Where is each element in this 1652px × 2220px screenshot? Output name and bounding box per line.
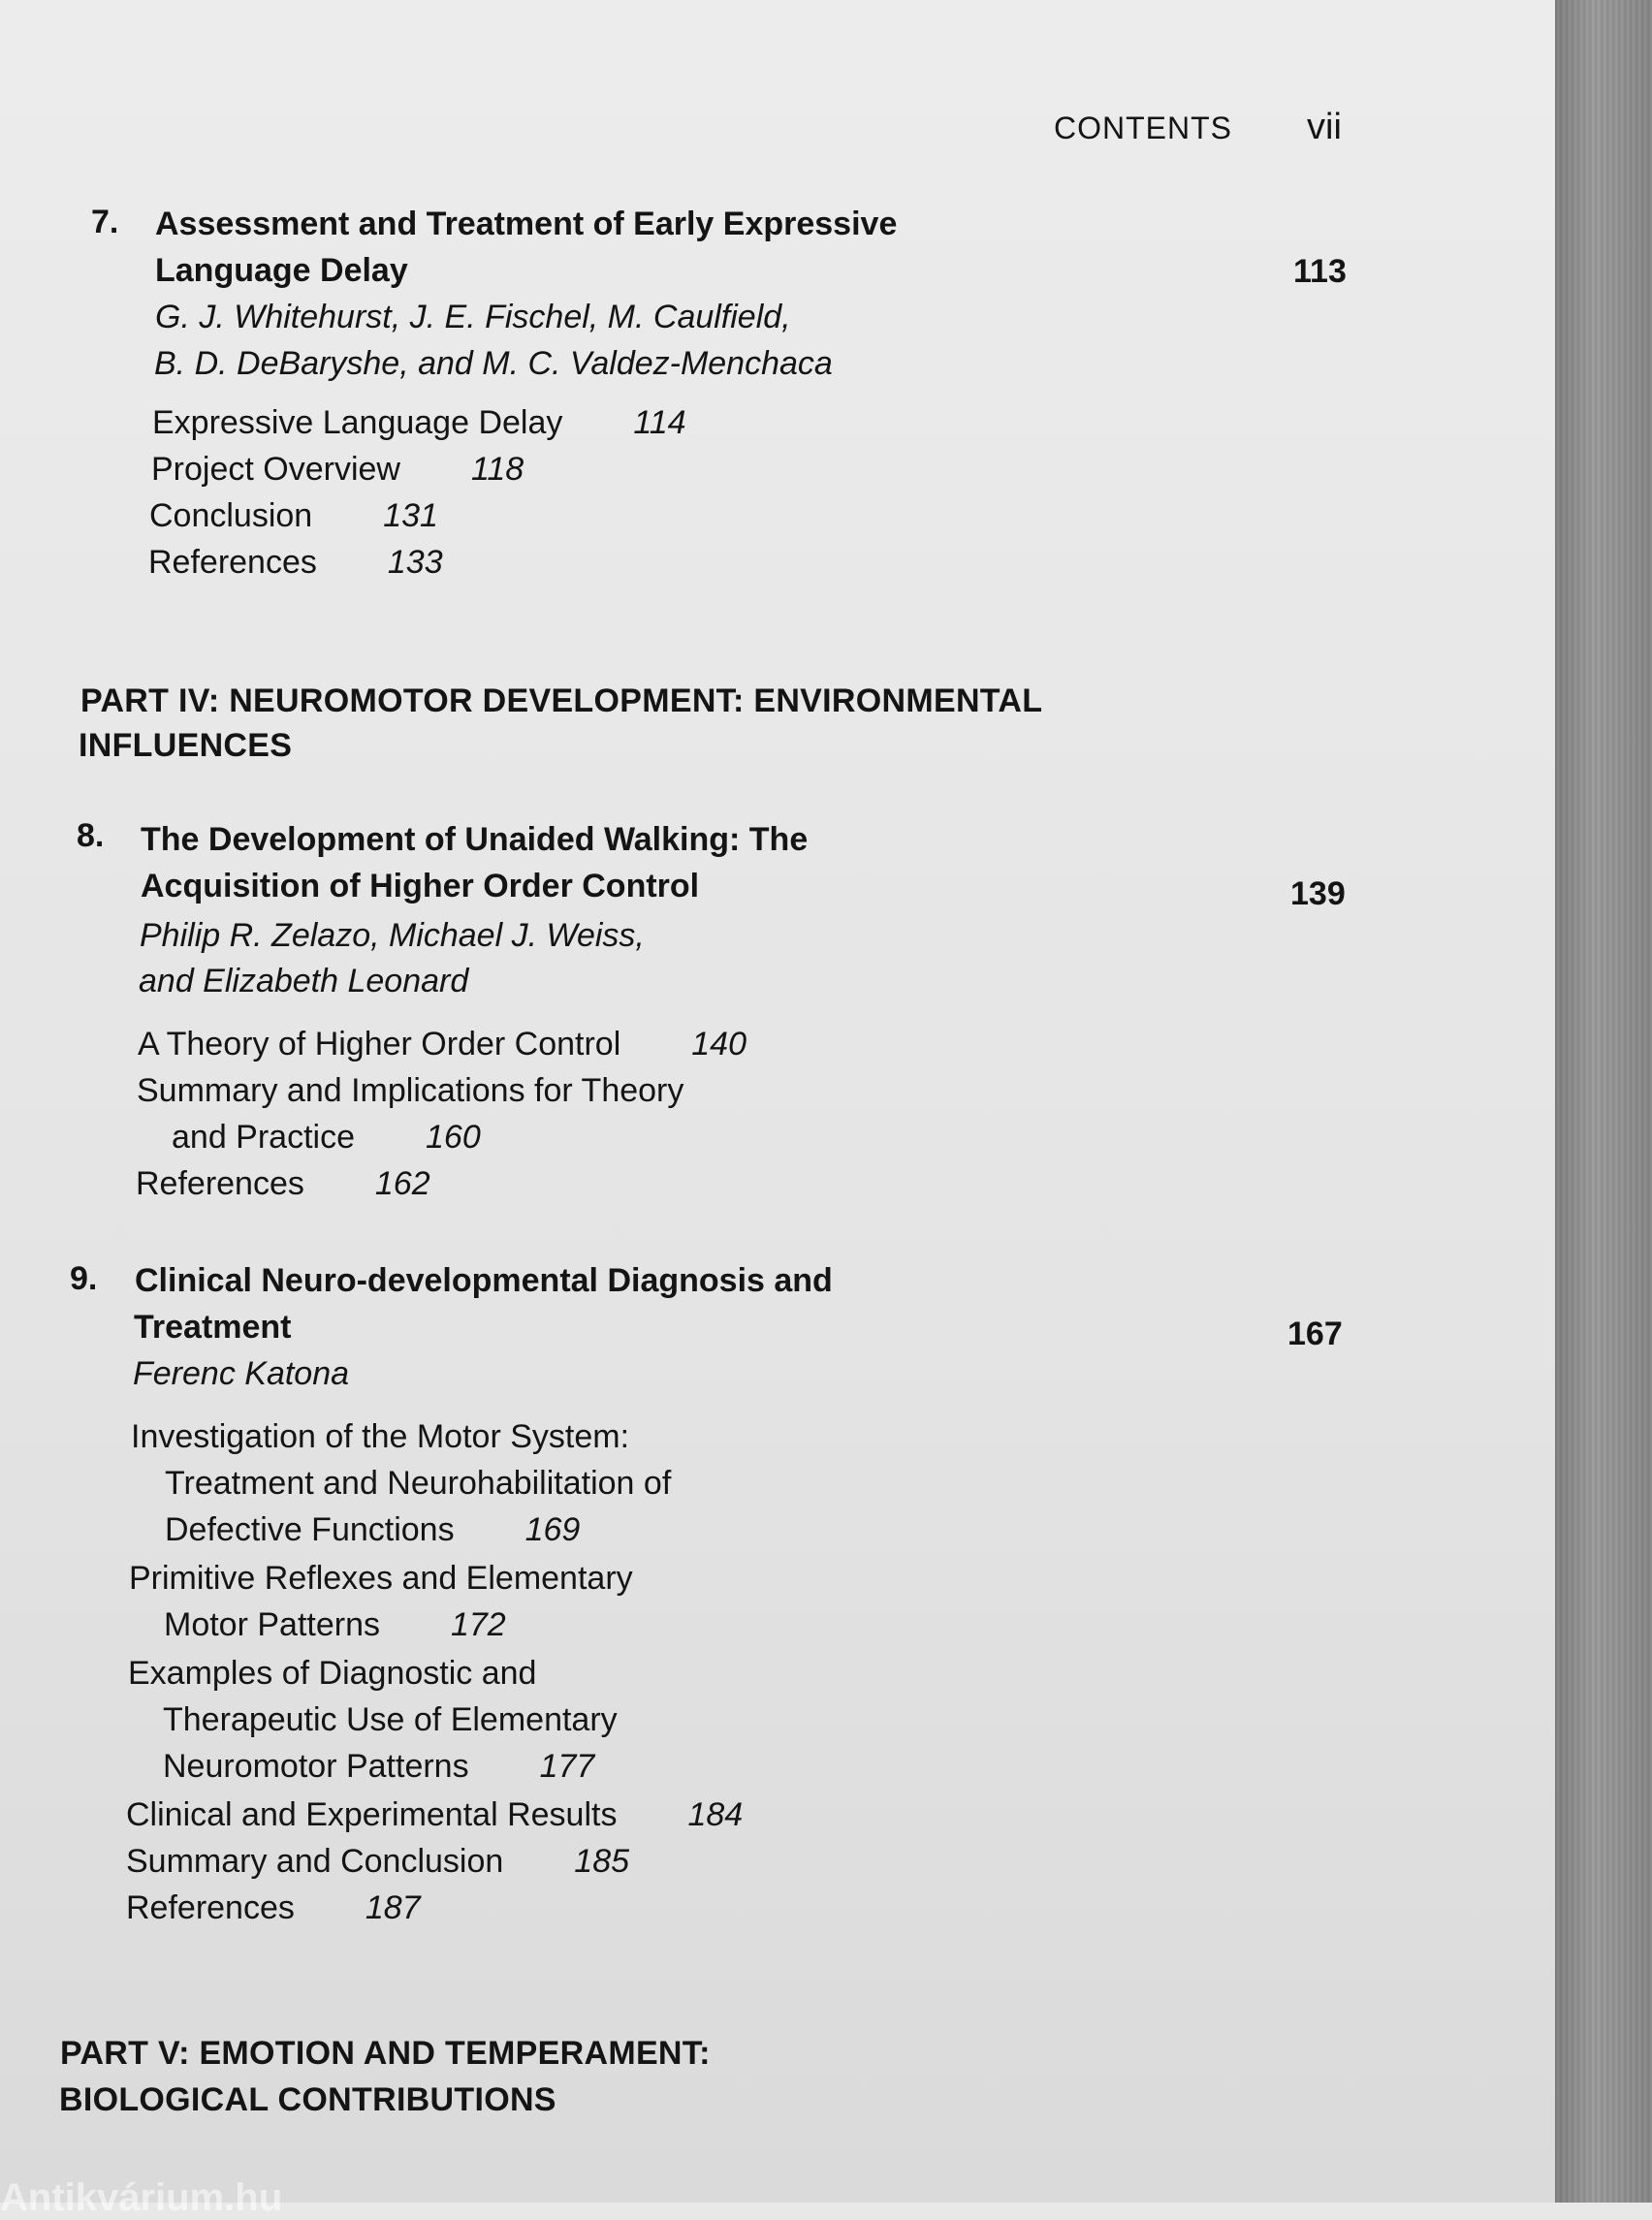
toc-entry <box>172 1114 481 1160</box>
toc-entry <box>151 446 524 492</box>
toc-entry <box>136 1160 430 1207</box>
entry-text: A Theory of Higher Order Control <box>138 1026 621 1062</box>
entry-text: Summary and Implications for Theory <box>137 1072 684 1109</box>
chapter-title-line: Clinical Neuro-developmental Diagnosis and <box>135 1262 833 1299</box>
entry-page: 133 <box>387 544 443 581</box>
entry-page: 118 <box>470 451 524 488</box>
entry-page: 140 <box>691 1026 747 1062</box>
toc-entry <box>152 399 686 446</box>
chapter-authors: Philip R. Zelazo, Michael J. Weiss, <box>140 917 645 954</box>
chapter-authors: and Elizabeth Leonard <box>139 963 469 999</box>
chapter-title-line: Assessment and Treatment of Early Expressive <box>155 206 898 242</box>
toc-entry <box>128 1650 536 1697</box>
entry-page: 131 <box>383 497 438 534</box>
chapter-authors: B. D. DeBaryshe, and M. C. Valdez-Menchaca <box>154 345 833 382</box>
entry-text: and Practice <box>172 1119 355 1156</box>
entry-page: 169 <box>524 1511 581 1548</box>
entry-page: 177 <box>539 1748 595 1785</box>
book-spine-edge <box>1555 0 1652 2203</box>
entry-text: Examples of Diagnostic and <box>128 1655 537 1692</box>
chapter-title-line: Acquisition of Higher Order Control <box>141 868 700 904</box>
chapter-authors: Ferenc Katona <box>133 1355 350 1392</box>
part-heading-line: INFLUENCES <box>79 727 293 764</box>
part-heading-line: PART V: EMOTION AND TEMPERAMENT: <box>60 2035 711 2072</box>
entry-page: 160 <box>426 1119 481 1156</box>
entry-text: Primitive Reflexes and Elementary <box>129 1560 633 1597</box>
chapter-number: 8. <box>77 817 105 854</box>
page-numeral: vii <box>1307 107 1342 147</box>
part-heading-line: PART IV: NEUROMOTOR DEVELOPMENT: ENVIRONMENTAL <box>80 682 1043 719</box>
toc-entry <box>163 1743 594 1790</box>
entry-page: 172 <box>450 1606 506 1643</box>
running-head-label: CONTENTS <box>1054 111 1232 145</box>
toc-entry <box>137 1067 683 1114</box>
entry-text: Conclusion <box>149 497 313 534</box>
chapter-number: 7. <box>91 204 119 240</box>
entry-text: Investigation of the Motor System: <box>131 1418 630 1455</box>
entry-text: Expressive Language Delay <box>152 404 563 441</box>
toc-entry <box>148 539 443 586</box>
chapter-page: 139 <box>1290 875 1346 912</box>
toc-entry <box>149 492 438 539</box>
toc-entry <box>126 1885 421 1931</box>
entry-page: 184 <box>687 1796 744 1833</box>
watermark: Antikvárium.hu <box>0 2176 283 2219</box>
entry-page: 114 <box>633 404 686 441</box>
entry-text: References <box>126 1889 295 1926</box>
toc-entry <box>165 1460 671 1506</box>
chapter-authors: G. J. Whitehurst, J. E. Fischel, M. Caulfield, <box>155 299 791 335</box>
entry-text: Summary and Conclusion <box>126 1843 504 1880</box>
part-heading-line: BIOLOGICAL CONTRIBUTIONS <box>59 2081 556 2118</box>
toc-entry <box>131 1413 629 1460</box>
entry-page: 185 <box>574 1843 630 1880</box>
toc-entry <box>165 1506 580 1553</box>
chapter-title-line: Treatment <box>134 1309 292 1346</box>
toc-entry <box>138 1021 747 1067</box>
entry-page: 162 <box>374 1165 430 1202</box>
chapter-page: 113 <box>1293 253 1347 290</box>
toc-entry <box>163 1697 618 1743</box>
chapter-title-line: Language Delay <box>155 252 408 289</box>
entry-text: Treatment and Neurohabilitation of <box>165 1465 672 1502</box>
entry-text: Motor Patterns <box>164 1606 380 1643</box>
entry-page: 187 <box>365 1889 421 1926</box>
entry-text: References <box>136 1165 304 1202</box>
entry-text: References <box>148 544 317 581</box>
chapter-number: 9. <box>70 1260 98 1297</box>
toc-entry <box>164 1602 506 1648</box>
chapter-title-line: The Development of Unaided Walking: The <box>141 821 809 858</box>
chapter-page: 167 <box>1287 1316 1343 1352</box>
entry-text: Project Overview <box>151 451 400 488</box>
toc-entry <box>126 1838 629 1885</box>
entry-text: Neuromotor Patterns <box>163 1748 469 1785</box>
entry-text: Therapeutic Use of Elementary <box>163 1701 618 1738</box>
toc-entry <box>126 1792 743 1838</box>
toc-entry <box>129 1555 633 1602</box>
entry-text: Defective Functions <box>165 1511 455 1548</box>
entry-text: Clinical and Experimental Results <box>126 1796 618 1833</box>
